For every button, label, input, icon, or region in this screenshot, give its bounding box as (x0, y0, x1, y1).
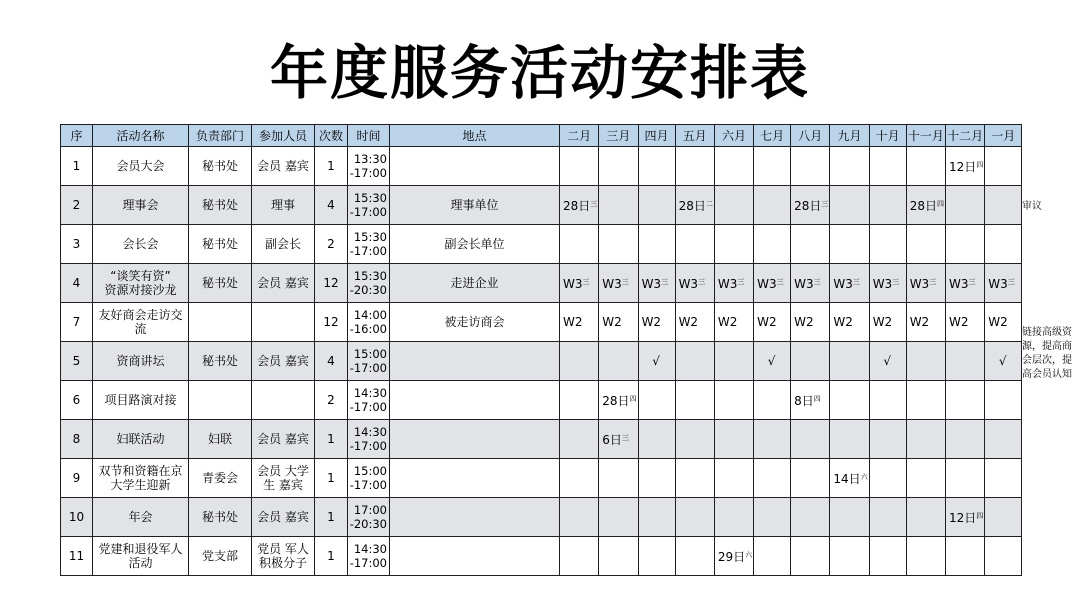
cell-number: 11 (61, 537, 93, 576)
cell-month-四月 (638, 225, 675, 264)
cell-month-一月: W2 (985, 303, 1022, 342)
cell-count: 2 (315, 225, 348, 264)
cell-month-二月 (560, 147, 599, 186)
table-row (61, 303, 1022, 342)
column-header: 七月 (754, 125, 791, 147)
cell-month-八月 (791, 342, 830, 381)
cell-count: 2 (315, 381, 348, 420)
cell-month-九月: W2 (830, 303, 869, 342)
cell-month-五月 (675, 147, 714, 186)
cell-month-二月: W2 (560, 303, 599, 342)
cell-month-四月: W2 (638, 303, 675, 342)
cell-month-四月 (638, 381, 675, 420)
column-header: 地点 (390, 125, 560, 147)
cell-count: 1 (315, 498, 348, 537)
cell-month-十一月 (906, 537, 945, 576)
cell-month-九月 (830, 537, 869, 576)
table-row (61, 264, 1022, 303)
cell-month-三月: 6日$^三$ (599, 420, 638, 459)
cell-month-十月 (869, 498, 906, 537)
cell-participants: 会员 嘉宾 (252, 264, 315, 303)
cell-number: 8 (61, 420, 93, 459)
cell-time: 15:30 -17:00 (348, 186, 390, 225)
cell-month-三月: 28日$^四$ (599, 381, 638, 420)
cell-participants (252, 303, 315, 342)
cell-department (189, 381, 252, 420)
cell-month-三月 (599, 186, 638, 225)
cell-time: 14:30 -17:00 (348, 420, 390, 459)
cell-month-六月 (714, 498, 753, 537)
cell-count: 1 (315, 147, 348, 186)
cell-month-八月 (791, 147, 830, 186)
cell-activity-name: 妇联活动 (93, 420, 189, 459)
cell-month-十月 (869, 420, 906, 459)
cell-month-七月 (754, 459, 791, 498)
cell-count: 12 (315, 264, 348, 303)
cell-month-十二月: $W3^三$ (945, 264, 984, 303)
cell-month-七月 (754, 420, 791, 459)
cell-participants (252, 381, 315, 420)
cell-month-十一月 (906, 459, 945, 498)
column-header: 六月 (714, 125, 753, 147)
table-row (61, 147, 1022, 186)
cell-month-八月: 28日$^三$ (791, 186, 830, 225)
cell-location (390, 537, 560, 576)
cell-month-十月 (869, 459, 906, 498)
column-header: 时间 (348, 125, 390, 147)
column-header: 序 (61, 125, 93, 147)
cell-month-三月: $W3^三$ (599, 264, 638, 303)
cell-department (189, 303, 252, 342)
cell-month-六月 (714, 147, 753, 186)
cell-location (390, 420, 560, 459)
column-header: 次数 (315, 125, 348, 147)
cell-time: 15:30 -17:00 (348, 225, 390, 264)
cell-participants: 会员 大学 生 嘉宾 (252, 459, 315, 498)
cell-month-十二月: W2 (945, 303, 984, 342)
cell-month-十一月 (906, 498, 945, 537)
cell-month-四月 (638, 147, 675, 186)
cell-month-九月 (830, 147, 869, 186)
cell-month-十一月 (906, 420, 945, 459)
cell-month-六月: 29日$^六$ (714, 537, 753, 576)
cell-month-七月: √ (754, 342, 791, 381)
page-title: 年度服务活动安排表 (269, 39, 810, 107)
cell-month-九月 (830, 498, 869, 537)
cell-month-五月 (675, 498, 714, 537)
cell-month-一月 (985, 225, 1022, 264)
column-header: 二月 (560, 125, 599, 147)
cell-month-十月 (869, 381, 906, 420)
cell-month-三月 (599, 342, 638, 381)
cell-month-十一月 (906, 147, 945, 186)
cell-activity-name: 双节和资籍在京 大学生迎新 (93, 459, 189, 498)
cell-month-十月 (869, 537, 906, 576)
table-header-row (61, 125, 1022, 147)
cell-month-一月 (985, 147, 1022, 186)
cell-month-六月 (714, 381, 753, 420)
cell-activity-name: 资商讲坛 (93, 342, 189, 381)
cell-month-七月 (754, 498, 791, 537)
cell-month-十月 (869, 147, 906, 186)
cell-month-三月 (599, 459, 638, 498)
cell-month-二月 (560, 342, 599, 381)
column-header: 三月 (599, 125, 638, 147)
column-header: 十二月 (945, 125, 984, 147)
cell-month-十月: $W3^三$ (869, 264, 906, 303)
cell-month-二月 (560, 225, 599, 264)
cell-month-八月 (791, 459, 830, 498)
cell-month-五月: W2 (675, 303, 714, 342)
column-header: 一月 (985, 125, 1022, 147)
cell-month-九月: 14日$^六$ (830, 459, 869, 498)
cell-month-十一月: 28日$^四$ (906, 186, 945, 225)
cell-month-九月 (830, 225, 869, 264)
cell-number: 4 (61, 264, 93, 303)
cell-month-四月: $W3^三$ (638, 264, 675, 303)
cell-month-五月 (675, 420, 714, 459)
cell-month-二月 (560, 420, 599, 459)
cell-time: 14:30 -17:00 (348, 537, 390, 576)
table-row (61, 498, 1022, 537)
cell-month-十一月: $W3^三$ (906, 264, 945, 303)
cell-count: 1 (315, 420, 348, 459)
cell-month-四月 (638, 498, 675, 537)
note-audit: 审议 (1022, 201, 1042, 212)
cell-month-七月 (754, 381, 791, 420)
cell-location (390, 381, 560, 420)
cell-month-二月 (560, 381, 599, 420)
cell-month-四月 (638, 186, 675, 225)
cell-participants: 副会长 (252, 225, 315, 264)
cell-department: 秘书处 (189, 498, 252, 537)
cell-count: 1 (315, 459, 348, 498)
cell-month-十月: W2 (869, 303, 906, 342)
cell-month-十一月 (906, 381, 945, 420)
column-header: 九月 (830, 125, 869, 147)
cell-month-六月: W2 (714, 303, 753, 342)
cell-month-五月 (675, 381, 714, 420)
cell-month-一月 (985, 498, 1022, 537)
cell-month-七月 (754, 147, 791, 186)
cell-activity-name: “谈笑有资” 资源对接沙龙 (93, 264, 189, 303)
cell-location (390, 459, 560, 498)
cell-department: 秘书处 (189, 147, 252, 186)
cell-activity-name: 会员大会 (93, 147, 189, 186)
cell-activity-name: 项目路演对接 (93, 381, 189, 420)
column-header: 十一月 (906, 125, 945, 147)
cell-month-十一月: W2 (906, 303, 945, 342)
cell-month-十二月 (945, 459, 984, 498)
cell-count: 1 (315, 537, 348, 576)
cell-month-四月 (638, 420, 675, 459)
cell-month-五月 (675, 459, 714, 498)
cell-number: 1 (61, 147, 93, 186)
cell-month-八月: 8日$^四$ (791, 381, 830, 420)
cell-month-五月: 28日$^二$ (675, 186, 714, 225)
cell-month-二月: $W3^三$ (560, 264, 599, 303)
cell-number: 7 (61, 303, 93, 342)
cell-month-八月: W2 (791, 303, 830, 342)
cell-month-十二月 (945, 537, 984, 576)
cell-month-十二月 (945, 225, 984, 264)
cell-month-七月 (754, 186, 791, 225)
cell-month-一月: $W3^三$ (985, 264, 1022, 303)
cell-month-九月 (830, 420, 869, 459)
cell-month-一月 (985, 381, 1022, 420)
cell-month-五月 (675, 342, 714, 381)
cell-month-七月: $W3^三$ (754, 264, 791, 303)
cell-month-八月 (791, 537, 830, 576)
table-row (61, 420, 1022, 459)
cell-count: 4 (315, 186, 348, 225)
table-row (61, 537, 1022, 576)
cell-month-一月 (985, 537, 1022, 576)
cell-time: 17:00 -20:30 (348, 498, 390, 537)
cell-month-二月 (560, 459, 599, 498)
cell-department: 秘书处 (189, 186, 252, 225)
cell-month-七月: W2 (754, 303, 791, 342)
column-header: 负责部门 (189, 125, 252, 147)
cell-number: 2 (61, 186, 93, 225)
column-header: 参加人员 (252, 125, 315, 147)
cell-month-一月 (985, 420, 1022, 459)
column-header: 四月 (638, 125, 675, 147)
cell-month-六月 (714, 342, 753, 381)
cell-location (390, 342, 560, 381)
cell-number: 9 (61, 459, 93, 498)
cell-month-二月 (560, 498, 599, 537)
cell-month-六月 (714, 459, 753, 498)
cell-month-六月 (714, 186, 753, 225)
cell-location: 被走访商会 (390, 303, 560, 342)
column-header: 十月 (869, 125, 906, 147)
cell-department: 秘书处 (189, 342, 252, 381)
cell-count: 12 (315, 303, 348, 342)
cell-participants: 理事 (252, 186, 315, 225)
schedule-table (60, 124, 1022, 576)
cell-month-四月: √ (638, 342, 675, 381)
cell-participants: 会员 嘉宾 (252, 420, 315, 459)
cell-activity-name: 理事会 (93, 186, 189, 225)
table-row (61, 381, 1022, 420)
cell-month-九月 (830, 381, 869, 420)
cell-participants: 党员 军人 积极分子 (252, 537, 315, 576)
cell-location: 理事单位 (390, 186, 560, 225)
cell-location (390, 147, 560, 186)
cell-location: 走进企业 (390, 264, 560, 303)
cell-number: 10 (61, 498, 93, 537)
table-body (61, 147, 1022, 576)
cell-month-十月 (869, 186, 906, 225)
column-header: 五月 (675, 125, 714, 147)
cell-participants: 会员 嘉宾 (252, 498, 315, 537)
cell-month-十二月: 12日$^四$ (945, 498, 984, 537)
cell-month-三月: W2 (599, 303, 638, 342)
cell-month-十一月 (906, 225, 945, 264)
cell-month-八月 (791, 420, 830, 459)
cell-location (390, 498, 560, 537)
cell-number: 6 (61, 381, 93, 420)
cell-month-一月: √ (985, 342, 1022, 381)
cell-month-四月 (638, 459, 675, 498)
cell-month-九月 (830, 342, 869, 381)
cell-number: 5 (61, 342, 93, 381)
cell-month-十月: √ (869, 342, 906, 381)
cell-month-三月 (599, 147, 638, 186)
cell-month-三月 (599, 225, 638, 264)
cell-activity-name: 年会 (93, 498, 189, 537)
cell-month-九月: $W3^三$ (830, 264, 869, 303)
cell-month-九月 (830, 186, 869, 225)
cell-month-六月: $W3^三$ (714, 264, 753, 303)
cell-month-八月: $W3^三$ (791, 264, 830, 303)
table-row (61, 225, 1022, 264)
cell-department: 秘书处 (189, 225, 252, 264)
cell-month-十二月 (945, 186, 984, 225)
cell-month-六月 (714, 225, 753, 264)
cell-month-八月 (791, 225, 830, 264)
cell-month-十二月 (945, 342, 984, 381)
cell-month-二月: 28日$^三$ (560, 186, 599, 225)
cell-month-三月 (599, 498, 638, 537)
cell-month-二月 (560, 537, 599, 576)
cell-department: 秘书处 (189, 264, 252, 303)
cell-month-十二月 (945, 420, 984, 459)
column-header: 活动名称 (93, 125, 189, 147)
cell-month-五月 (675, 537, 714, 576)
cell-time: 15:00 -17:00 (348, 459, 390, 498)
cell-activity-name: 友好商会走访交 流 (93, 303, 189, 342)
column-header: 八月 (791, 125, 830, 147)
cell-activity-name: 党建和退役军人 活动 (93, 537, 189, 576)
cell-month-四月 (638, 537, 675, 576)
table-row (61, 186, 1022, 225)
cell-month-五月 (675, 225, 714, 264)
cell-time: 13:30 -17:00 (348, 147, 390, 186)
cell-month-七月 (754, 225, 791, 264)
cell-participants: 会员 嘉宾 (252, 147, 315, 186)
cell-time: 14:30 -17:00 (348, 381, 390, 420)
cell-time: 15:00 -17:00 (348, 342, 390, 381)
table-row (61, 459, 1022, 498)
cell-month-一月 (985, 459, 1022, 498)
cell-month-三月 (599, 537, 638, 576)
cell-month-五月: $W3^三$ (675, 264, 714, 303)
cell-month-十二月 (945, 381, 984, 420)
cell-month-八月 (791, 498, 830, 537)
cell-activity-name: 会长会 (93, 225, 189, 264)
table-row (61, 342, 1022, 381)
cell-time: 15:30 -20:30 (348, 264, 390, 303)
cell-month-七月 (754, 537, 791, 576)
cell-time: 14:00 -16:00 (348, 303, 390, 342)
cell-month-十二月: 12日$^四$ (945, 147, 984, 186)
cell-department: 党支部 (189, 537, 252, 576)
cell-participants: 会员 嘉宾 (252, 342, 315, 381)
cell-location: 副会长单位 (390, 225, 560, 264)
cell-month-六月 (714, 420, 753, 459)
cell-department: 青委会 (189, 459, 252, 498)
note-link-resources: 链接高级资 源，提高商 会层次，提 高会员认知 (1022, 327, 1072, 380)
cell-month-十月 (869, 225, 906, 264)
cell-month-十一月 (906, 342, 945, 381)
cell-count: 4 (315, 342, 348, 381)
cell-month-一月 (985, 186, 1022, 225)
cell-department: 妇联 (189, 420, 252, 459)
cell-number: 3 (61, 225, 93, 264)
